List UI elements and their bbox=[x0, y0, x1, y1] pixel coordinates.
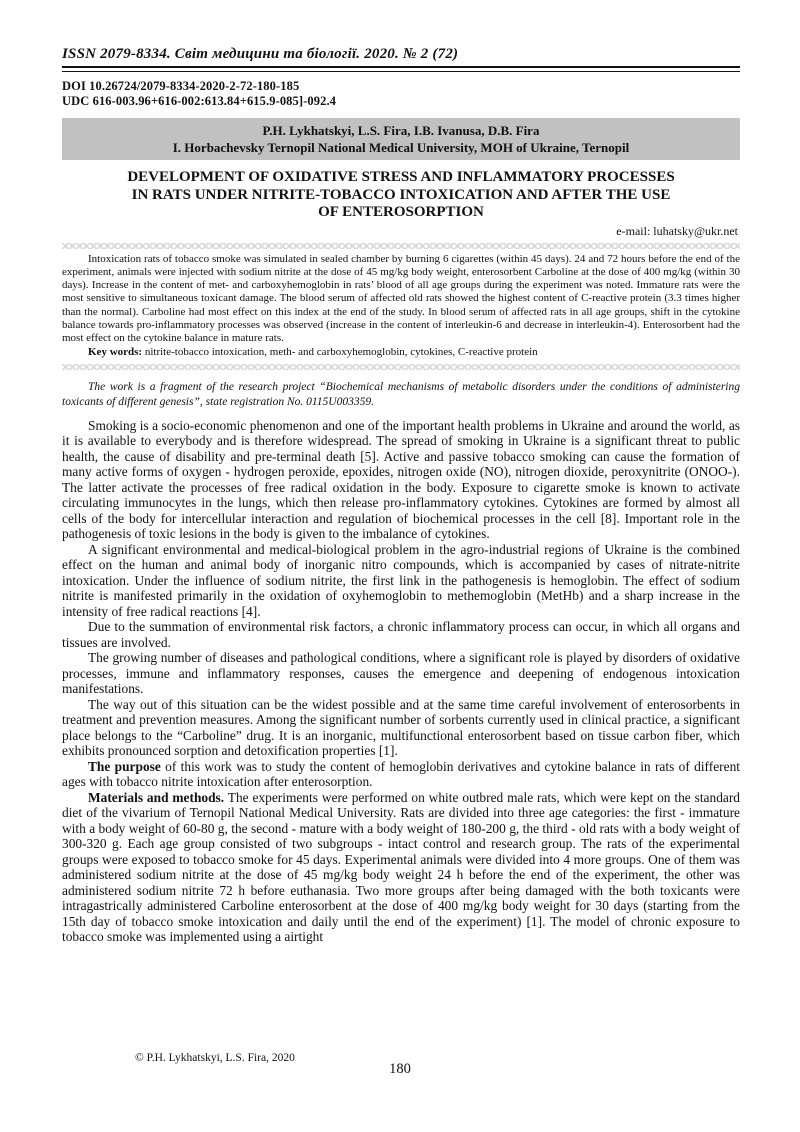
paragraph-growing-diseases: The growing number of diseases and pathological conditions, where a significant role is played by disorders of oxidative processes, immune and inflammatory responses, causes the emergence and deepening of endogenous intoxication manifestations. bbox=[62, 650, 740, 697]
page-number: 180 bbox=[389, 1061, 411, 1077]
abstract-section bbox=[62, 253, 740, 359]
article-body bbox=[62, 418, 740, 945]
article-title-line-3: OF ENTEROSORPTION bbox=[318, 204, 484, 220]
authors-line: P.H. Lykhatskyi, L.S. Fira, I.B. Ivanusa, D.B. Fira bbox=[262, 123, 540, 138]
keywords-text: nitrite-tobacco intoxication, meth- and carboxyhemoglobin, cytokines, C-reactive protein bbox=[142, 345, 538, 358]
author-email: e-mail: luhatsky@ukr.net bbox=[616, 223, 738, 238]
purpose-lead: The purpose bbox=[88, 758, 161, 774]
wavy-divider-bottom bbox=[62, 364, 740, 370]
materials-methods-lead: Materials and methods. bbox=[88, 789, 225, 805]
wavy-divider-top bbox=[62, 243, 740, 249]
header-double-rule bbox=[62, 66, 740, 72]
abstract-text: Intoxication rats of tobacco smoke was simulated in sealed chamber by burning 6 cigarettes (within 45 days). 24 and 72 hours before the end of the experiment, animals were injected with sodium nitrite at the dose of 45 mg/kg body weight, enterosorbent Carboline at the dose of 400 mg/kg (within 30 days). Increase in the content of met- and carboxyhemoglobin in rats’ blood of all age groups during the experiment was noted. Immature rats were the most sensitive to simultaneous toxicant damage. The blood serum of affected old rats showed the highest content of C-reactive protein (3.3 times higher than the normal). Carboline had most effect on this index at the end of the study. In blood serum of affected rats in all age groups, shift in the cytokine balance towards pro-inflammatory processes was observed (increase in the content of interleukin-6 and decrease in interleukin-4). Enterosorbent had the most effect on the cytokine balance in mature rats. bbox=[62, 252, 740, 345]
article-title-line-1: DEVELOPMENT OF OXIDATIVE STRESS AND INFLAMMATORY PROCESSES bbox=[127, 169, 675, 185]
authors-affiliation-box bbox=[62, 118, 740, 160]
doi-line: DOI 10.26724/2079-8334-2020-2-72-180-185 bbox=[62, 79, 300, 93]
keywords-line bbox=[62, 346, 740, 359]
footer-copyright: © P.H. Lykhatskyi, L.S. Fira, 2020 bbox=[135, 1052, 295, 1064]
keywords-label: Key words: bbox=[88, 345, 143, 358]
article-title-line-2: IN RATS UNDER NITRITE-TOBACCO INTOXICATION AND AFTER THE USE bbox=[131, 186, 671, 203]
affiliation-line: I. Horbachevsky Ternopil National Medical University, MOH of Ukraine, Ternopil bbox=[172, 140, 630, 155]
paragraph-smoking: Smoking is a socio-economic phenomenon and one of the important health problems in Ukraine and around the world, as it is available to everybody and is therefore widespread. The spread of smoking in Ukraine is a significant threat to public health, the cause of disability and pre-terminal death [5]. Active and passive tobacco smoking can cause the formation of many active forms of oxygen - hydrogen peroxide, epoxides, nitrogen oxide (NO), nitrogen dioxide, peroxynitrite (ONOO-). The latter activate the processes of free radical oxidation in the body. Exposure to cigarette smoke is known to activate circulating immunocytes in the lungs, which then release pro-inflammatory cytokines. Cytokines are formed by almost all cells of the body for intercellular interaction and regulation of biochemical processes in the cell [8]. Important role in the pathogenesis of toxic lesions in the body is given to the imbalance of cytokines. bbox=[62, 417, 740, 542]
paragraph-enterosorbents: The way out of this situation can be the widest possible and at the same time careful involvement of enterosorbents in treatment and prevention measures. Among the significant number of sorbents currently used in clinical practice, a significant place belongs to the “Carboline” drug. It is an inorganic, multifunctional enterosorbent based on tissue carbon fiber, which exhibits pronounced sorption and detoxification properties [1]. bbox=[62, 696, 740, 759]
doi-udc-block bbox=[62, 79, 740, 109]
paragraph-risk-factors: Due to the summation of environmental risk factors, a chronic inflammatory process can occur, in which all organs and tissues are involved. bbox=[62, 619, 740, 650]
research-project-note: The work is a fragment of the research project “Biochemical mechanisms of metabolic disorders under the conditions of administering toxicants of different genesis”, state registration No. 0115U003359. bbox=[62, 380, 740, 408]
article-title bbox=[62, 169, 740, 222]
paragraph-materials-methods: Materials and methods. The experiments were performed on white outbred male rats, which were kept on the standard diet of the vivarium of Ternopil National Medical University. Rats are divided into three age categories: the first - immature with a body weight of 60-80 g, the second - mature with a body weight of 180-200 g, the third - old rats with a body weight of 300-320 g. Each age group consisted of two subgroups - intact control and research group. The rats of the experimental groups were exposed to tobacco smoke for 45 days. Experimental animals were divided into 4 more groups. One of them was administered sodium nitrite at the dose of 45 mg/kg body weight 24 h before the end of the experiment, the other was administered sodium nitrite 72 h before euthanasia. Two more groups after being damaged with the both toxicants were intragastrically administered Carboline enterosorbent at the dose of 400 mg/kg body weight for 30 days (starting from the 15th day of tobacco smoke intoxication and daily until the end of the experiment) [1]. The model of chronic exposure to tobacco smoke was implemented using a airtight bbox=[62, 789, 740, 945]
journal-issn-header: ISSN 2079-8334. Світ медицини та біології. 2020. № 2 (72) bbox=[62, 46, 459, 62]
paragraph-purpose: The purpose of this work was to study the content of hemoglobin derivatives and cytokine balance in rats of different ages with tobacco nitrite intoxication after enterosorption. bbox=[62, 758, 740, 790]
paragraph-environmental-problem: A significant environmental and medical-biological problem in the agro-industrial regions of Ukraine is the combined effect on the human and animal body of inorganic nitro compounds, which is accompanied by cases of nitrate-nitrite intoxication. Under the influence of sodium nitrite, the first link in the pathogenesis is hemoglobin. The effect of sodium nitrite is manifested primarily in the oxidation of oxyhemoglobin to methemoglobin (MetHb) and a sharp increase in the intensity of free radical reactions [4]. bbox=[62, 541, 740, 619]
udc-line: UDC 616-003.96+616-002:613.84+615.9-085]-092.4 bbox=[62, 94, 337, 108]
